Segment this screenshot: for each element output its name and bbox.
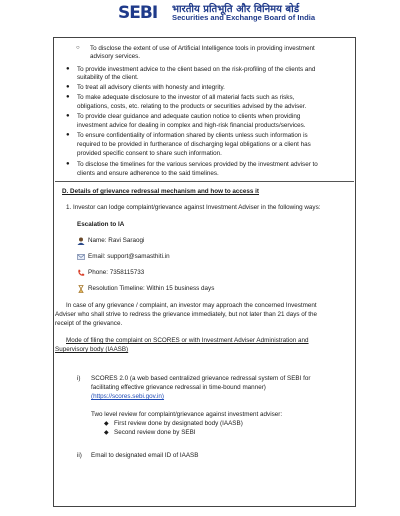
page-header [0,0,400,26]
bullet-text: advisory services. [90,53,141,60]
english-org-name: Securities and Exchange Board of India [172,13,316,22]
bullet-dot: ● [66,84,70,90]
circle-bullet: ○ [76,45,80,51]
email-iaasb-line: Email to designated email ID of IAASB [91,452,199,459]
email-marker: ii) [77,452,82,459]
sebi-logo [118,3,160,21]
bullet-dot: ● [66,113,70,119]
bullet-dot: ● [66,94,70,100]
bullet-text: To make adequate disclosure to the investor of all material facts such as risks, [77,94,295,101]
scores-link[interactable]: (https://scores.sebi.gov.in) [91,393,165,400]
bullet-text: To provide investment advice to the client based on the risk-profiling of the clients and [77,66,316,73]
bullet-text: To disclose the extent of use of Artificial Intelligence tools in providing investment [90,45,315,52]
scores-line: SCORES 2.0 (a web based centralized grievance redressal system of SEBI for [91,375,311,382]
bullet-text: obligations, costs, etc. relating to the products or securities advised by the adviser. [77,103,307,110]
phone-icon [77,269,85,277]
scores-marker: i) [77,375,81,382]
contact-phone: Phone: 7358115733 [88,269,145,276]
item-1-text: 1. Investor can lodge complaint/grievance against Investment Adviser in the following ways: [66,204,321,211]
review-item: First review done by designated body (IAASB) [114,420,243,427]
grievance-paragraph-line: In case of any grievance / complaint, an investor may approach the concerned Investment [66,302,317,309]
section-d-heading: D. Details of grievance redressal mechanism and how to access it [62,188,260,195]
diamond-bullet: ◆ [104,421,109,427]
contact-email: Email: support@samasthiti.in [88,253,170,260]
contact-name: Name: Ravi Saraogi [88,237,145,244]
divider [55,181,354,182]
bullet-text: provided specific consent to share such information. [77,150,222,157]
resolution-timeline: Resolution Timeline: Within 15 business days [88,285,215,292]
escalation-title: Escalation to IA [77,221,125,228]
bullet-text: To treat all advisory clients with honesty and integrity. [77,84,225,91]
mail-icon [77,253,85,261]
grievance-paragraph-line: receipt of the grievance. [55,320,123,327]
scores-line: facilitating effective grievance redressal in time-bound manner) [91,384,266,391]
bullet-text: To disclose the timelines for the various services provided by the investment adviser to [77,161,318,168]
bullet-dot: ● [66,161,70,167]
svg-text:SEBI: SEBI [118,3,158,21]
bullet-text: To provide clear guidance and adequate caution notice to clients when providing [77,113,301,120]
person-icon [77,237,85,245]
bullet-dot: ● [66,132,70,138]
hourglass-icon [77,285,85,293]
bullet-text: suitability of the client. [77,74,139,81]
bullet-text: clients and ensure adherence to the said timelines. [77,170,219,177]
hindi-org-name: भारतीय प्रतिभूति और विनिमय बोर्ड [172,4,300,15]
two-level-review-text: Two level review for complaint/grievance against investment adviser: [91,411,283,418]
bullet-text: To ensure confidentiality of information shared by clients unless such information is [77,132,308,139]
diamond-bullet: ◆ [104,430,109,436]
bullet-dot: ● [66,66,70,72]
mode-heading-line: Mode of filing the complaint on SCORES or with Investment Adviser Administration and [66,337,309,344]
grievance-paragraph-line: Adviser who shall strive to redress the grievance immediately, but not later than 21 days of the [55,311,318,318]
bullet-text: required to be provided in furtherance of discharging legal obligations or a client has [77,141,311,148]
mode-heading-line: Supervisory body (IAASB) [55,346,129,353]
bullet-text: investment advice for dealing in complex and high-risk financial products/services. [77,122,306,129]
review-item: Second review done by SEBI [114,429,196,436]
